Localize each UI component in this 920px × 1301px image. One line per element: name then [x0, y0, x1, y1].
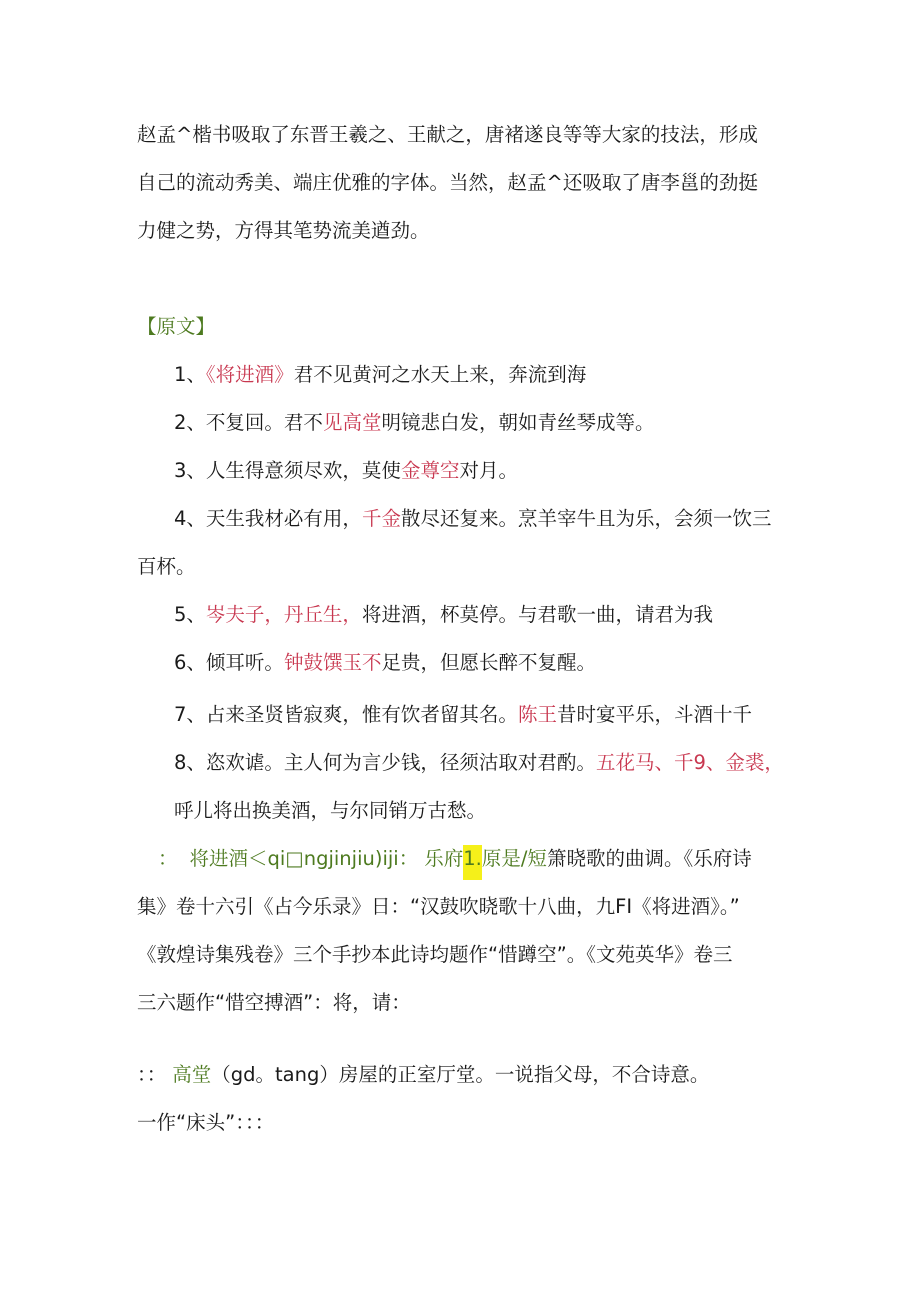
- annotated-term: 陈王: [517, 703, 557, 726]
- note-text: （gd。tang）房屋的正室厅堂。一说指父母，不合诗意。: [211, 1063, 710, 1086]
- note-term: 原是/短: [481, 847, 547, 870]
- note-1-line-4: 三六题作“惜空搏酒”：将，请：: [137, 991, 411, 1014]
- intro-line-1: 赵孟^楷书吸取了东晋王羲之、王献之，唐褚遂良等等大家的技法，形成: [137, 123, 758, 146]
- verse-4-continuation: 百杯。: [137, 555, 196, 578]
- note-term: 将进酒＜qi□ngjinjiu)iji：: [189, 847, 419, 870]
- verse-text: 对月。: [459, 459, 518, 482]
- verse-text: 明镜悲白发，朝如青丝琴成等。: [381, 411, 655, 434]
- verse-text: 不复回。君不: [205, 411, 323, 434]
- note-text: 箫晓歌的曲调。《乐府诗: [546, 847, 752, 870]
- highlighted-mark: 1.: [463, 845, 482, 880]
- annotated-term: 五花马、千9、金裘，: [595, 751, 784, 774]
- annotated-term: 岑夫子，丹丘生，: [205, 603, 362, 626]
- note-1-line-2: 集》卷十六引《占今乐录》日：“汉鼓吹晓歌十八曲，九FI《将进酒》。”: [137, 895, 740, 918]
- verse-text: 恣欢谑。主人何为言少钱，径须沽取对君酌。: [205, 751, 596, 774]
- verse-number: 6、: [174, 651, 206, 674]
- verse-8-continuation: 呼儿将出换美酒，与尔同销万古愁。: [174, 799, 487, 822]
- verse-number: 4、: [174, 507, 206, 530]
- verse-8: [174, 749, 784, 777]
- annotated-term: 千金: [361, 507, 401, 530]
- note-2-line-2: 一作“床头”：：：: [137, 1111, 275, 1134]
- intro-line-2: 自己的流动秀美、端庄优雅的字体。当然，赵孟^还吸取了唐李邕的劲挺: [137, 171, 758, 194]
- verse-7: [174, 701, 752, 729]
- poem-title: 《将进酒》: [205, 363, 294, 386]
- verse-number: 7、: [174, 703, 206, 726]
- verse-4: [174, 505, 771, 533]
- verse-1: [174, 361, 586, 389]
- note-lead: ：：: [137, 1063, 167, 1086]
- verse-number: 1、: [174, 363, 206, 386]
- verse-text: 倾耳听。: [205, 651, 284, 674]
- note-1-line-1: [158, 845, 752, 873]
- verse-text: 散尽还复来。烹羊宰牛且为乐，会须一饮三: [400, 507, 772, 530]
- note-lead: ：: [158, 847, 178, 870]
- verse-text: 昔时宴平乐，斗酒十千: [556, 703, 752, 726]
- annotated-term: 钟鼓馔玉不: [283, 651, 382, 674]
- verse-2: [174, 409, 654, 437]
- note-term: 乐府: [424, 847, 464, 870]
- verse-text: 将进酒，杯莫停。与君歌一曲，请君为我: [361, 603, 713, 626]
- verse-number: 3、: [174, 459, 206, 482]
- verse-number: 5、: [174, 603, 206, 626]
- annotated-term: 金尊空: [400, 459, 460, 482]
- verse-number: 8、: [174, 751, 206, 774]
- verse-6: [174, 649, 596, 677]
- verse-5: [174, 601, 713, 629]
- note-term: 高堂: [172, 1063, 212, 1086]
- note-1-line-3: 《敦煌诗集残卷》三个手抄本此诗均题作“惜蹲空”。《文苑英华》卷三: [137, 943, 733, 966]
- verse-number: 2、: [174, 411, 206, 434]
- verse-text: 占来圣贤皆寂爽，惟有饮者留其名。: [205, 703, 518, 726]
- verse-text: 足贵，但愿长醉不复醒。: [381, 651, 596, 674]
- verse-text: 人生得意须尽欢，莫使: [205, 459, 401, 482]
- intro-line-3: 力健之势，方得其笔势流美遒劲。: [137, 219, 430, 242]
- annotated-term: 见高堂: [322, 411, 382, 434]
- note-2-line-1: [137, 1061, 709, 1089]
- verse-text: 君不见黄河之水天上来，奔流到海: [293, 363, 587, 386]
- section-heading: 【原文】: [137, 315, 216, 338]
- verse-text: 天生我材必有用，: [205, 507, 362, 530]
- verse-3: [174, 457, 518, 485]
